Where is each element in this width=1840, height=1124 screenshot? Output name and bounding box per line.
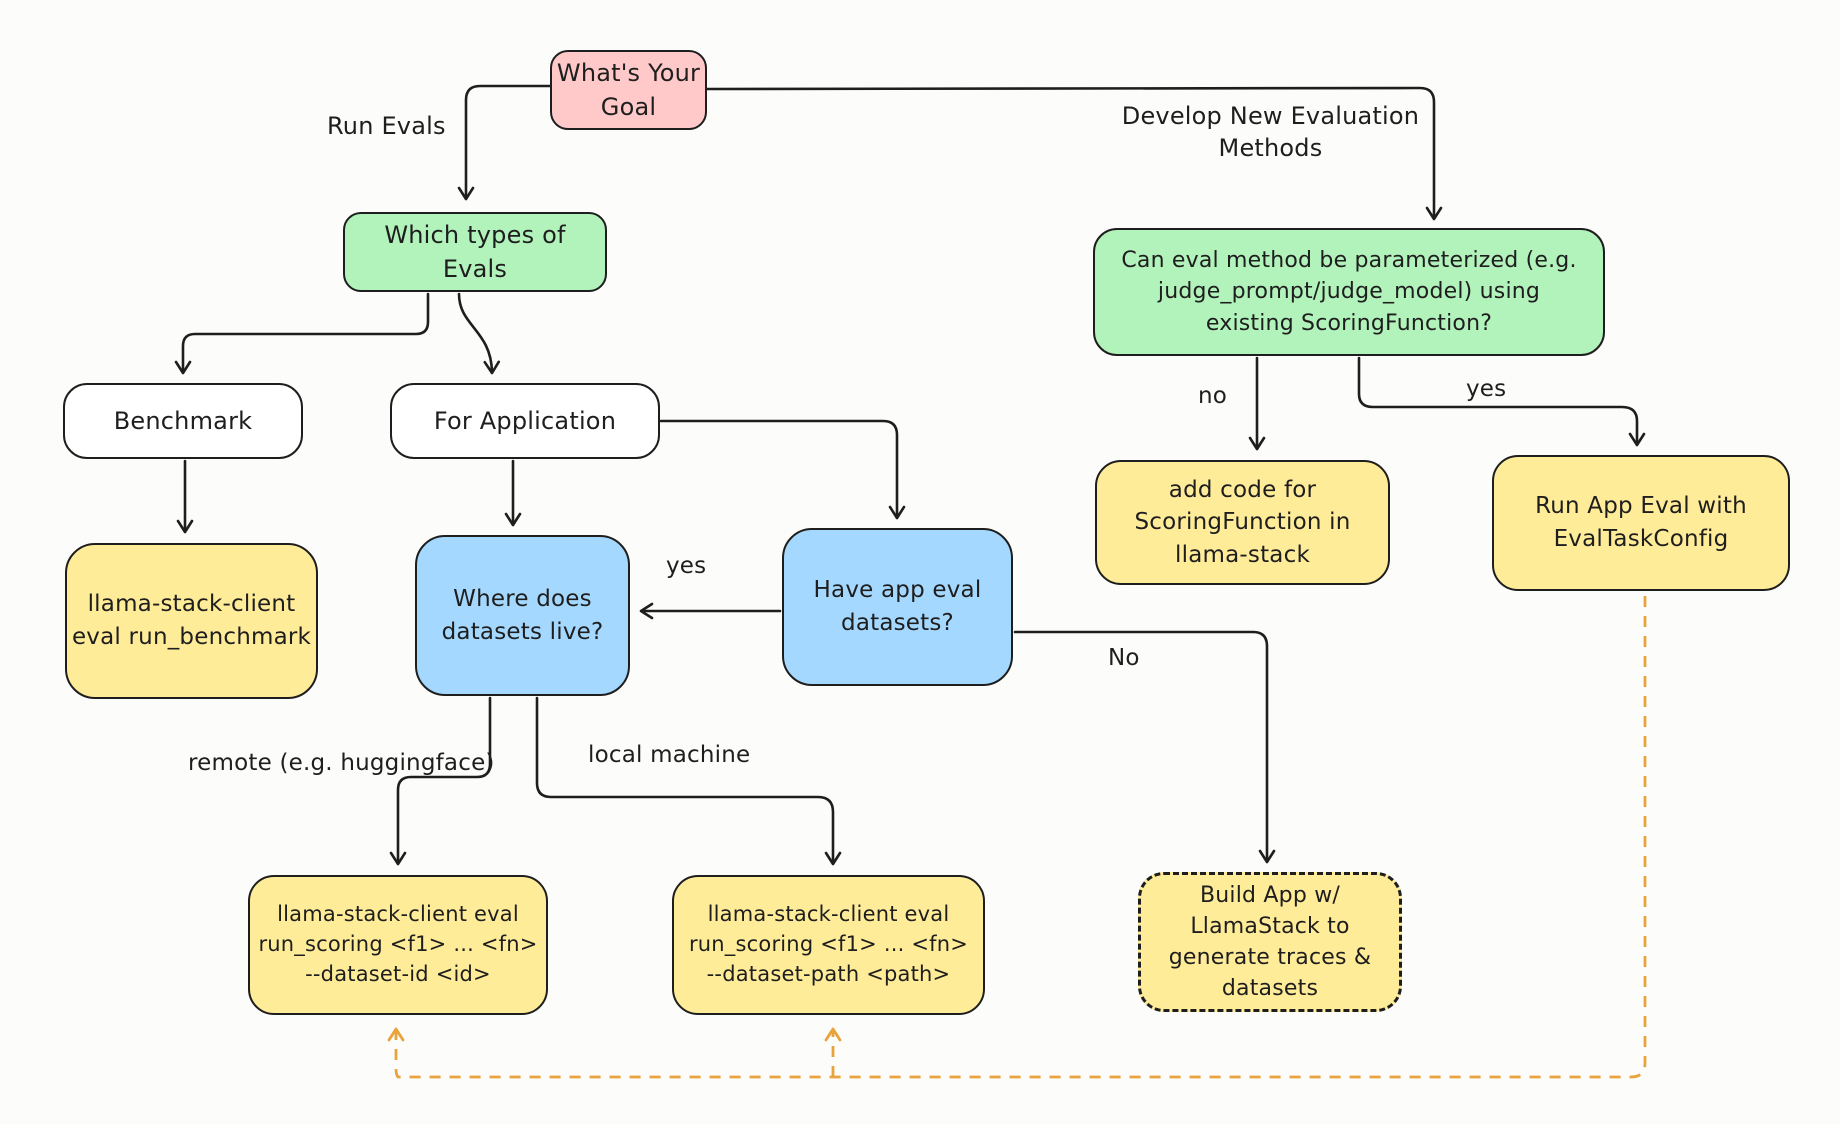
node-have-app-eval-datasets-line: Have app eval (813, 577, 982, 604)
node-run-benchmark-command-line: eval run_benchmark (71, 624, 312, 650)
node-build-app-llamastack (1138, 872, 1402, 1012)
edge-label-remote-huggingface: remote (e.g. huggingface) (188, 750, 495, 776)
node-run-benchmark-command (65, 543, 318, 699)
node-whats-your-goal (550, 50, 707, 130)
node-which-types-of-evals-line: Which types of (384, 220, 566, 249)
edge-have-datasets-build-app (1015, 632, 1267, 861)
node-where-datasets-live-line: datasets live? (441, 618, 604, 645)
node-for-application (390, 383, 660, 459)
node-where-datasets-live-line: Where does (453, 585, 592, 612)
node-which-types-of-evals (343, 212, 607, 292)
edge-label-yes-can-eval: yes (1466, 376, 1507, 402)
node-build-app-line: LlamaStack to (1190, 913, 1350, 939)
edge-label-develop-new-evaluation-methods (1098, 100, 1443, 165)
node-which-types-of-evals-line: Evals (442, 255, 508, 283)
node-run-scoring-dataset-id-line: run_scoring <f1> ... <fn> (258, 932, 538, 957)
node-run-benchmark-command-line: llama-stack-client (87, 591, 296, 618)
node-build-app-line: datasets (1221, 976, 1319, 1002)
node-run-scoring-dataset-path-line: --dataset-path <path> (706, 961, 951, 986)
node-benchmark (63, 383, 303, 459)
edge-goal-which-types (466, 86, 551, 198)
edge-where-datasets-run-scoring-id (398, 698, 490, 863)
node-run-app-eval-line: EvalTaskConfig (1553, 526, 1729, 552)
edge-label-no-can-eval: no (1198, 383, 1228, 409)
node-build-app-line: generate traces & (1168, 945, 1372, 970)
edge-label-develop-line: Methods (1218, 134, 1323, 163)
node-benchmark-line: Benchmark (113, 406, 253, 435)
edge-which-types-for-application (459, 294, 492, 372)
node-whats-your-goal-line: Goal (600, 93, 657, 121)
node-run-scoring-dataset-id-line: llama-stack-client eval (277, 902, 519, 927)
node-run-scoring-dataset-path (672, 875, 985, 1015)
node-for-application-line: For Application (433, 406, 617, 435)
node-build-app-line: Build App w/ (1200, 882, 1340, 908)
node-run-scoring-dataset-id-line: --dataset-id <id> (305, 961, 491, 986)
node-can-eval-method-line: existing ScoringFunction? (1205, 310, 1493, 336)
node-can-eval-method-be-parameterized (1093, 228, 1605, 356)
node-have-app-eval-datasets (782, 528, 1013, 686)
node-add-code-line: llama-stack (1175, 541, 1310, 568)
node-whats-your-goal-line: What's Your (556, 58, 701, 87)
node-run-scoring-dataset-path-line: run_scoring <f1> ... <fn> (688, 932, 969, 957)
edge-label-yes-have-datasets: yes (666, 553, 707, 579)
node-run-scoring-dataset-path-line: llama-stack-client eval (707, 902, 950, 927)
node-can-eval-method-line: Can eval method be parameterized (e.g. (1121, 248, 1577, 274)
node-have-app-eval-datasets-line: datasets? (841, 610, 954, 636)
node-run-app-eval-line: Run App Eval with (1535, 493, 1747, 520)
edge-where-datasets-run-scoring-path (537, 698, 833, 863)
edge-label-no-have-datasets: No (1108, 645, 1140, 671)
edge-label-local-machine: local machine (588, 742, 751, 768)
node-add-code-line: add code for (1168, 476, 1317, 503)
edge-label-develop-line: Develop New Evaluation (1121, 102, 1420, 130)
node-run-app-eval-evaltaskconfig (1492, 455, 1790, 591)
node-where-datasets-live (415, 535, 630, 696)
node-run-scoring-dataset-id (248, 875, 548, 1015)
edge-for-application-have-datasets (661, 421, 897, 517)
node-add-code-scoring-function (1095, 460, 1390, 585)
edge-label-run-evals: Run Evals (327, 112, 446, 140)
node-can-eval-method-line: judge_prompt/judge_model) using (1157, 279, 1541, 305)
node-add-code-line: ScoringFunction in (1134, 509, 1351, 536)
edge-which-types-benchmark (183, 294, 428, 372)
